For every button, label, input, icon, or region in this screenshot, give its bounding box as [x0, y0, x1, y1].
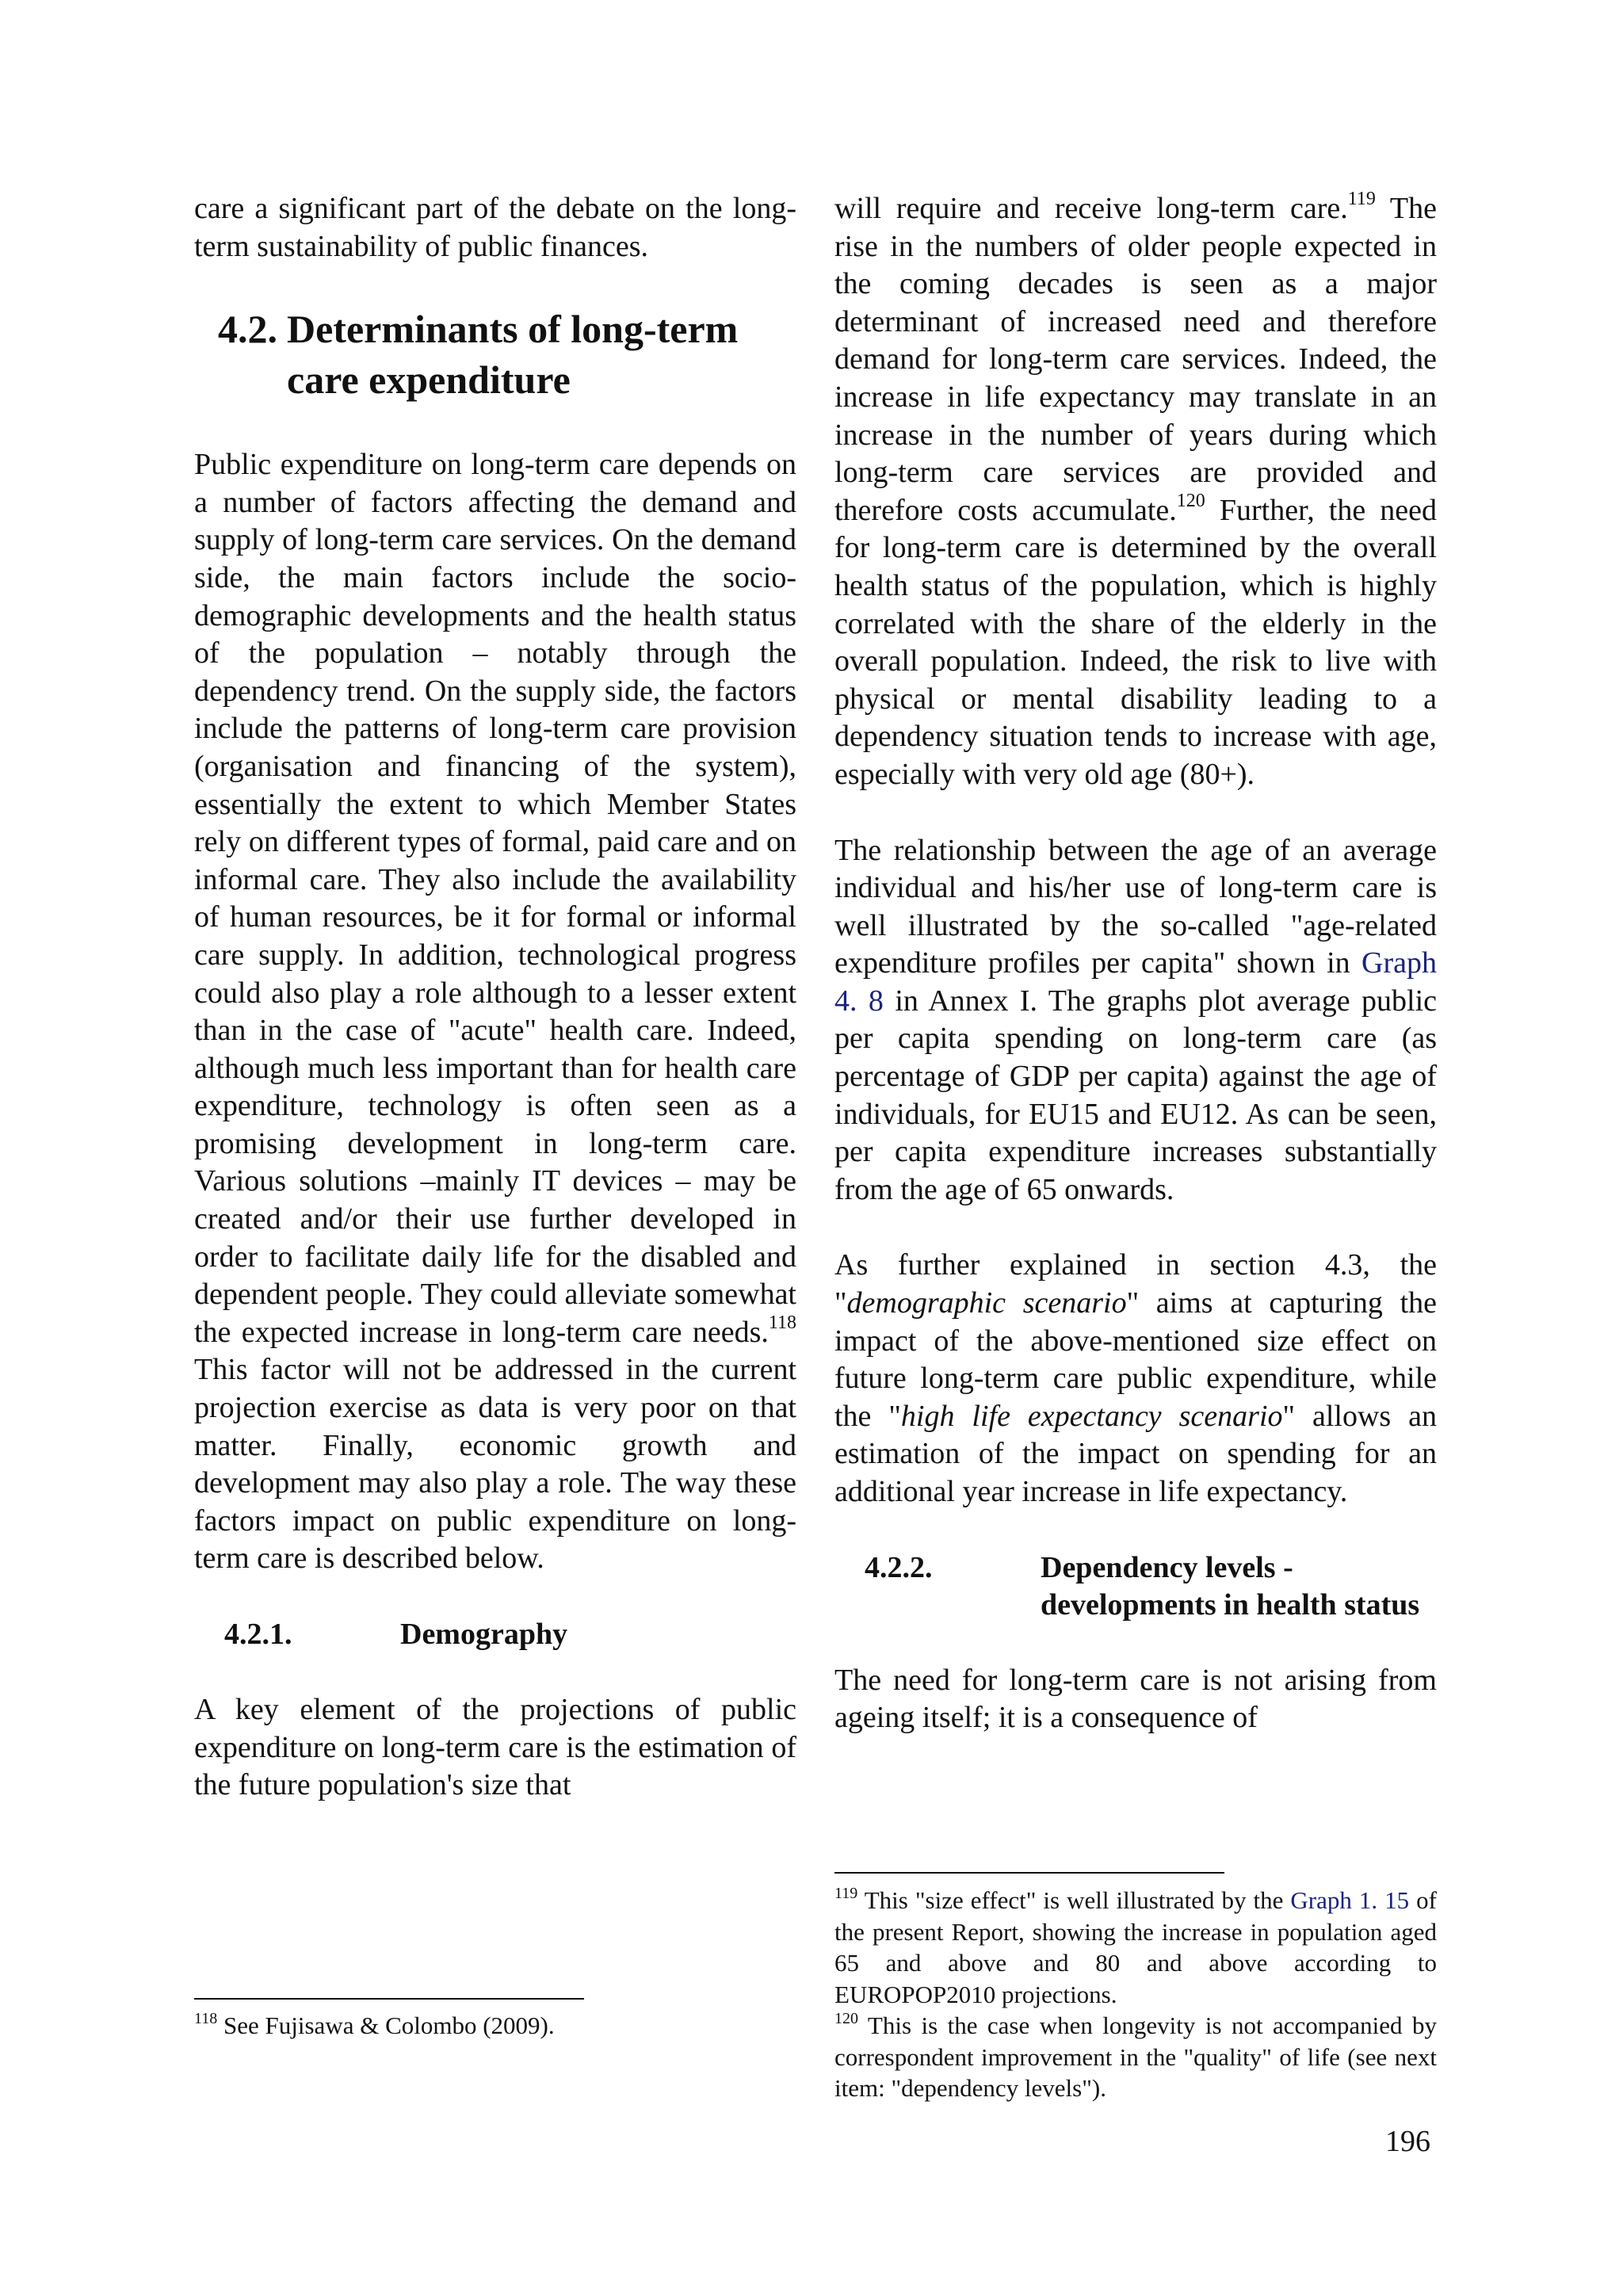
right-paragraph-scenarios — [834, 1247, 1437, 1511]
section-heading — [218, 304, 796, 405]
footnote-separator-left — [194, 1998, 584, 2000]
right-paragraph-dependency: The need for long-term care is not arising from ageing itself; it is a consequence of — [834, 1663, 1437, 1735]
footnote-120 — [834, 2010, 1437, 2104]
text-run: Further, the need for long-term care is determined by the overall health status of the population, which is highly correlated with the share of the elderly in the overall population. Indeed, the risk to live with physical or mental disability leading to a dependency situation tends to increase with age, especially with very old age (80+). — [834, 493, 1437, 791]
text-run: As further explained in section 4.3, the " — [834, 1248, 1437, 1320]
left-paragraph-intro: care a significant part of the debate on the long-term sustainability of public finances. — [194, 192, 796, 263]
footnote-118 — [194, 2010, 796, 2042]
right-column — [834, 190, 1437, 1737]
text-run: The rise in the numbers of older people expected in the coming decades is seen as a major determinant of increased need and therefore demand for long-term care services. Indeed, the increase in life expectancy may translate in an increase in the number of years during which long-term care services are provided and therefore costs accumulate. — [834, 192, 1437, 527]
footnote-119 — [834, 1885, 1437, 2010]
text-run: " allows an estimation of the impact on spending for an additional year increase in life expectancy. — [834, 1399, 1438, 1508]
footnote-number: 120 — [834, 2010, 858, 2027]
footnote-text: of the present Report, showing the increase in population aged 65 and above and 80 and above according to EUROPOP2010 projections. — [834, 1886, 1437, 2008]
subsection-title: Dependency levels - developments in health status — [1041, 1550, 1420, 1622]
left-column — [194, 190, 796, 1805]
footnote-ref-119[interactable]: 119 — [1347, 189, 1376, 209]
section-heading-title: Determinants of long-term care expenditure — [287, 307, 739, 403]
scenario-name-demographic: demographic scenario — [846, 1286, 1127, 1320]
section-heading-number: 4.2. — [218, 307, 277, 352]
footnote-number: 118 — [194, 2010, 218, 2027]
graph-4-8-link[interactable]: Graph 4. 8 — [834, 946, 1437, 1018]
subsection-heading-demography — [224, 1616, 796, 1653]
left-paragraph-determinants — [194, 446, 796, 1578]
subsection-title: Demography — [400, 1618, 568, 1651]
footnote-text: See Fujisawa & Colombo (2009). — [217, 2011, 555, 2039]
footnote-separator-right — [834, 1872, 1224, 1874]
text-run: Public expenditure on long-term care depends on a number of factors affecting the demand and supply of long-term care services. On the demand side, the main factors include the socio-demographic developments and the health status of the population – notably through the dependency trend. On the supply side, the factors include the patterns of long-term care provision (organisation and financing of the system), essentially the extent to which Member States rely on different types of formal, paid care and on informal care. They also include the availability of human resources, be it for formal or informal care supply. In addition, technological progress could also play a role although to a lesser extent than in the case of "acute" health care. Indeed, although much less important than for health care expenditure, technology is often seen as a promising development in long-term care. Various solutions –mainly IT devices – may be created and/or their use further developed in order to facilitate daily life for the disabled and dependent people. They could alleviate somewhat the expected increase in long-term care needs. — [194, 448, 796, 1349]
text-run: in Annex I. The graphs plot average public per capita spending on long-term care (as percentage of GDP per capita) against the age of individuals, for EU15 and EU12. As can be seen, per capita expenditure increases substantially from the age of 65 onwards. — [834, 984, 1437, 1206]
subsection-heading-dependency — [865, 1549, 1437, 1624]
graph-1-15-link[interactable]: Graph 1. 15 — [1290, 1886, 1410, 1914]
subsection-number: 4.2.1. — [224, 1618, 292, 1651]
page-number: 196 — [1385, 2125, 1430, 2158]
text-run: The relationship between the age of an average individual and his/her use of long-term care is well illustrated by the so-called "age-related expenditure profiles per capita" shown in — [834, 833, 1437, 980]
footnote-ref-120[interactable]: 120 — [1176, 490, 1205, 511]
text-run: will require and receive long-term care. — [834, 192, 1348, 225]
scenario-name-high-life-expectancy: high life expectancy scenario — [900, 1399, 1283, 1433]
right-paragraph-profiles — [834, 832, 1437, 1209]
footnote-text: This is the case when longevity is not accompanied by correspondent improvement in the "quality" of life (see next item: "dependency levels"). — [834, 2011, 1437, 2102]
text-run: " aims at capturing the impact of the above-mentioned size effect on future long-term care public expenditure, while the " — [834, 1286, 1437, 1433]
right-paragraph-demand — [834, 190, 1437, 794]
footnote-number: 119 — [834, 1885, 858, 1902]
footnote-text: This "size effect" is well illustrated by the — [857, 1886, 1291, 1914]
subsection-number: 4.2.2. — [865, 1550, 933, 1584]
text-run: This factor will not be addressed in the current projection exercise as data is very poor on that matter. Finally, economic growth and development may also play a role. The way these factors impact on public expenditure on long-term care is described below. — [194, 1353, 796, 1576]
footnote-ref-118[interactable]: 118 — [768, 1312, 796, 1333]
left-paragraph-demography: A key element of the projections of public expenditure on long-term care is the estimation of the future population's size that — [194, 1693, 796, 1802]
